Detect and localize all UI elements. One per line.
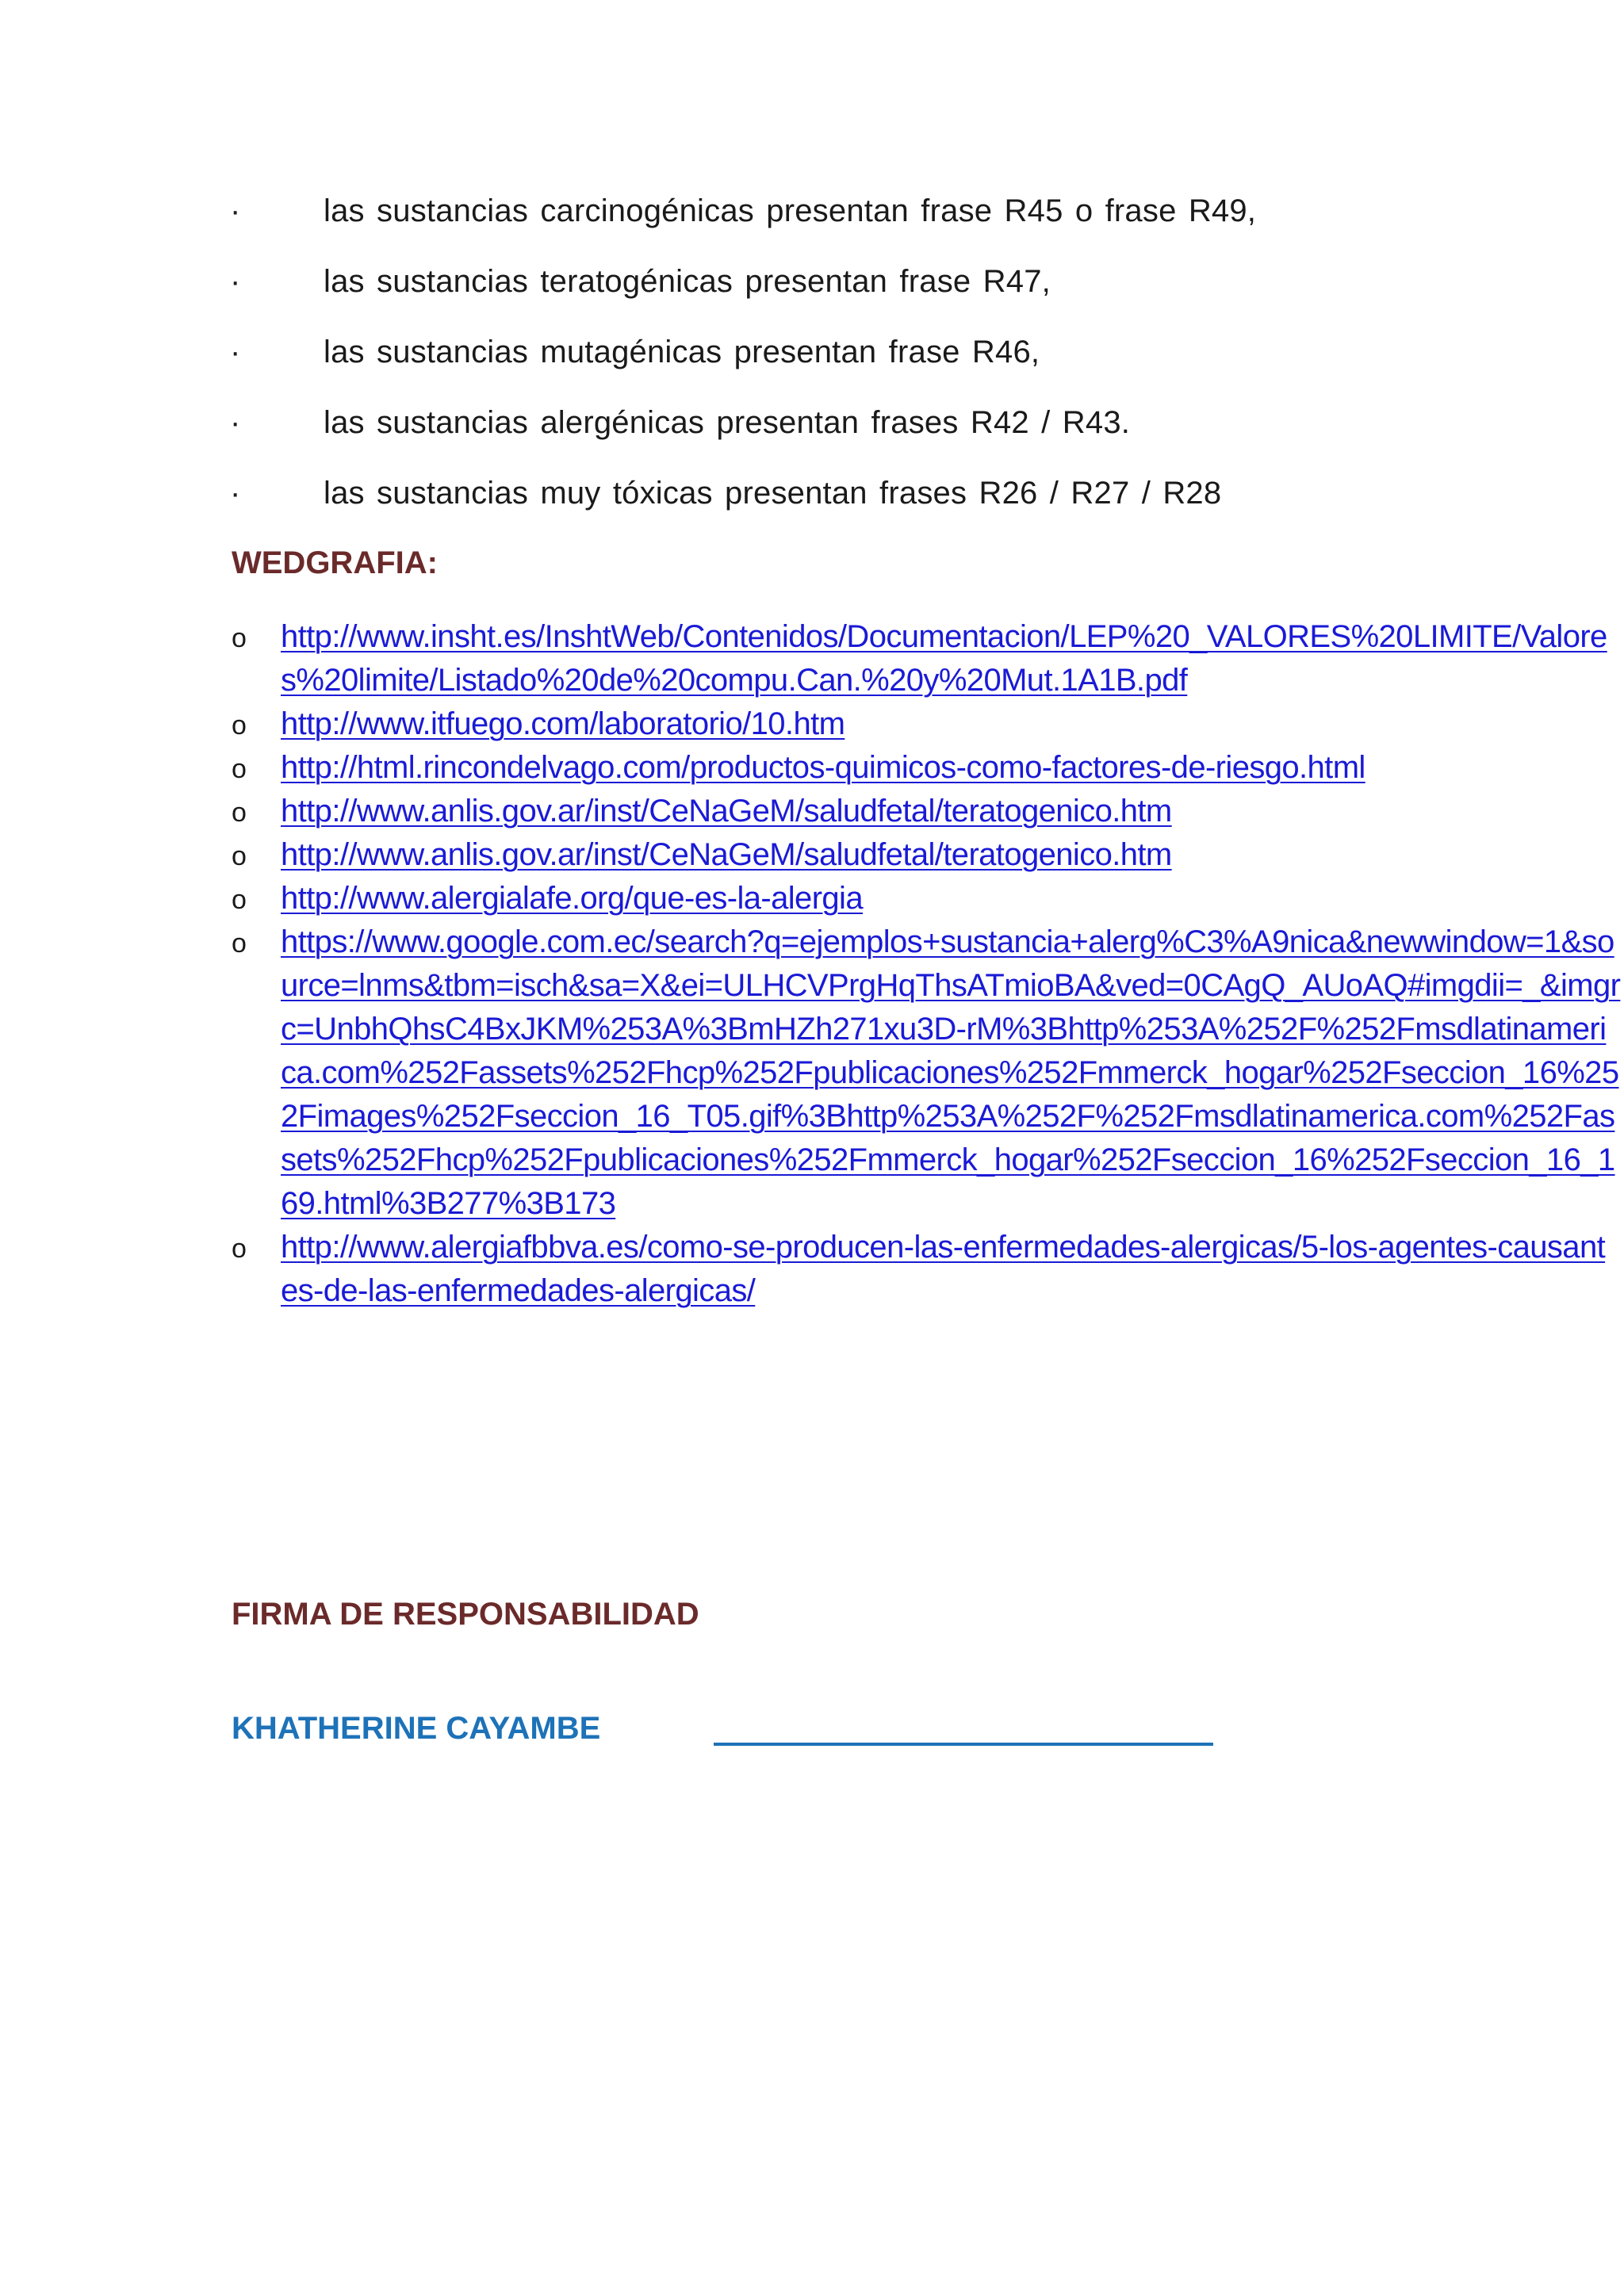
circle-bullet-icon: o [232, 623, 247, 653]
circle-bullet-icon: o [232, 928, 247, 959]
circle-bullet-icon: o [232, 885, 247, 915]
circle-bullet-icon: o [232, 710, 247, 740]
firma-heading: FIRMA DE RESPONSABILIDAD [232, 1597, 699, 1632]
circle-bullet-icon: o [232, 841, 247, 871]
list-item-text: las sustancias alergénicas presentan frases R42 / R43. [324, 405, 1131, 440]
signature-line [714, 1743, 1213, 1746]
link-item [232, 877, 1397, 920]
list-item-text: las sustancias teratogénicas presentan frase R47, [324, 264, 1051, 299]
list-item [230, 189, 1419, 259]
link-item [232, 615, 1607, 702]
reference-link[interactable]: http://www.alergialafe.org/que-es-la-alergia [281, 881, 863, 916]
bullet-marker: · [230, 193, 241, 228]
webgrafia-heading: WEDGRAFIA: [232, 545, 438, 580]
link-item [232, 702, 1397, 746]
reference-link[interactable]: http://www.insht.es/InshtWeb/Contenidos/Documentacion/LEP%20_VALORES%20LIMITE/Valores%20limite/Listado%20de%20compu.Can.%20y%20Mut.1A1B.pdf [281, 619, 1607, 698]
reference-link[interactable]: http://www.alergiafbbva.es/como-se-producen-las-enfermedades-alergicas/5-los-agentes-causantes-de-las-enfermedades-alergicas/ [281, 1230, 1606, 1308]
list-item [230, 471, 1419, 541]
link-item [232, 790, 1397, 833]
reference-link[interactable]: http://html.rincondelvago.com/productos-quimicos-como-factores-de-riesgo.html [281, 750, 1365, 785]
sustancias-list [230, 189, 1419, 541]
list-item-text: las sustancias carcinogénicas presentan frase R45 o frase R49, [324, 193, 1257, 228]
reference-link[interactable]: http://www.anlis.gov.ar/inst/CeNaGeM/saludfetal/teratogenico.htm [281, 794, 1172, 828]
link-item [232, 833, 1397, 877]
list-item [230, 330, 1419, 400]
signer-name: KHATHERINE CAYAMBE [232, 1711, 601, 1746]
reference-link[interactable]: http://www.anlis.gov.ar/inst/CeNaGeM/saludfetal/teratogenico.htm [281, 837, 1172, 872]
bullet-marker: · [230, 405, 241, 440]
list-item-text: las sustancias muy tóxicas presentan frases R26 / R27 / R28 [324, 476, 1222, 511]
circle-bullet-icon: o [232, 798, 247, 828]
link-item [232, 920, 1621, 1226]
bullet-marker: · [230, 476, 241, 511]
bullet-marker: · [230, 335, 241, 369]
circle-bullet-icon: o [232, 754, 247, 784]
list-item [230, 400, 1419, 471]
webgrafia-links [232, 615, 1621, 1313]
circle-bullet-icon: o [232, 1234, 247, 1264]
reference-link[interactable]: http://www.itfuego.com/laboratorio/10.htm [281, 706, 845, 741]
link-item [232, 1226, 1606, 1313]
list-item [230, 259, 1419, 330]
list-item-text: las sustancias mutagénicas presentan frase R46, [324, 335, 1040, 369]
link-item [232, 746, 1397, 790]
reference-link[interactable]: https://www.google.com.ec/search?q=ejemplos+sustancia+alerg%C3%A9nica&newwindow=1&source=lnms&tbm=isch&sa=X&ei=ULHCVPrgHqThsATmioBA&ved=0CAgQ_AUoAQ#imgdii=_&imgrc=UnbhQhsC4BxJKM%253A%3BmHZh271xu3D-rM%3Bhttp%253A%252F%252Fmsdlatinamerica.com%252Fassets%252Fhcp%252Fpublicaciones%252Fmmerck_hogar%252Fseccion_16%252Fimages%252Fseccion_16_T05.gif%3Bhttp%253A%252F%252Fmsdlatinamerica.com%252Fassets%252Fhcp%252Fpublicaciones%252Fmmerck_hogar%252Fseccion_16%252Fseccion_16_169.html%3B277%3B173 [281, 924, 1621, 1221]
bullet-marker: · [230, 264, 241, 299]
